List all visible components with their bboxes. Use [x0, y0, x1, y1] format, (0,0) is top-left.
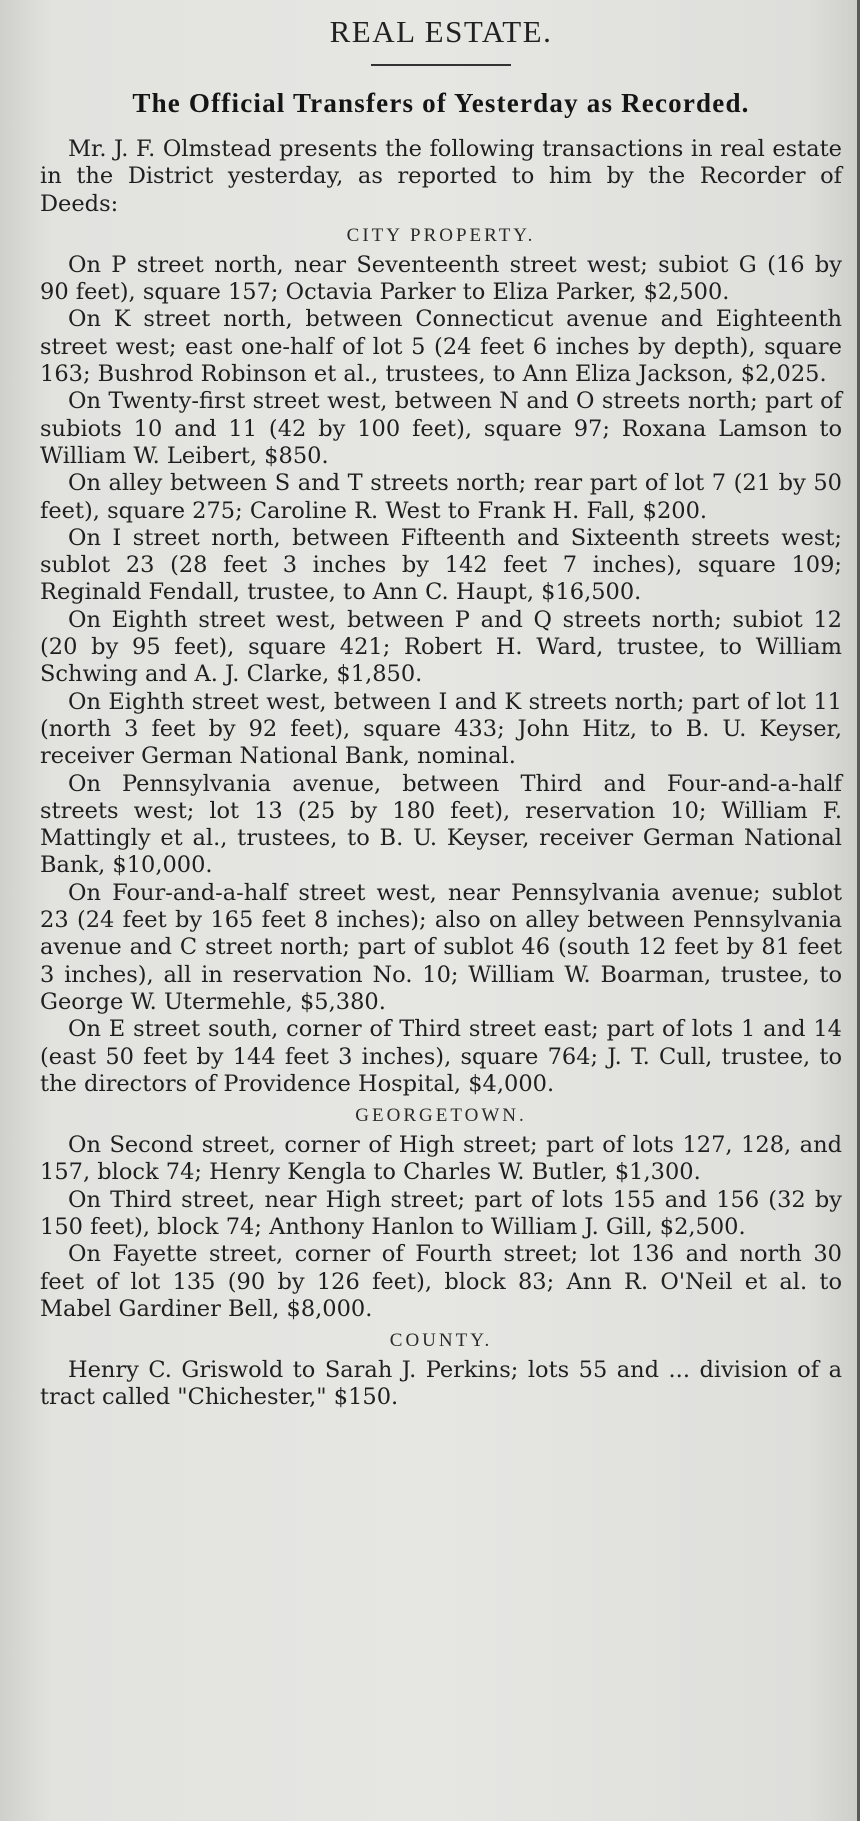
transfer-entry: On Second street, corner of High street; part of lots 127, 128, and 157, block 74; Henry Kengla to Charles W. Butler, $1,300. — [40, 1132, 842, 1186]
section-title: COUNTY. — [389, 1330, 493, 1352]
intro-paragraph: Mr. J. F. Olmstead presents the following transactions in real estate in the District yesterday, as reported to him by the Recorder of Deeds: — [40, 136, 842, 217]
transfer-entry: On Twenty-first street west, between N and O streets north; part of subiots 10 and 11 (42 by 100 feet), square 97; Roxana Lamson to William W. Leibert, $850. — [40, 388, 842, 469]
transfer-entry: On Third street, near High street; part of lots 155 and 156 (32 by 150 feet), block 74; Anthony Hanlon to William J. Gill, $2,500. — [40, 1186, 842, 1240]
headline-divider — [371, 64, 511, 66]
headline: REAL ESTATE. — [329, 14, 553, 49]
transfer-entry: On P street north, near Seventeenth street west; subiot G (16 by 90 feet), square 157; Octavia Parker to Eliza Parker, $2,500. — [40, 251, 842, 306]
transfer-entry: On Four-and-a-half street west, near Pennsylvania avenue; sublot 23 (24 feet by 165 feet 8 inches); also on alley between Pennsylvania avenue and C street north; part of sublot 46 (south 12 feet by 81 feet 3 inches), all in reservation No. 10; William W. Boarman, trustee, to George W. Utermehle, $5,380. — [40, 879, 842, 1015]
transfer-entry: On Pennsylvania avenue, between Third and Four-and-a-half streets west; lot 13 (25 by 180 feet), reservation 10; William F. Mattingly et al., trustees, to B. U. Keyser, receiver German National Bank, $10,000. — [40, 770, 842, 879]
transfer-entry: On E street south, corner of Third street east; part of lots 1 and 14 (east 50 feet by 144 feet 3 inches), square 764; J. T. Cull, trustee, to the directors of Providence Hospital, $4,000. — [40, 1016, 842, 1097]
section-county — [40, 1327, 842, 1412]
transfer-entry: Henry C. Griswold to Sarah J. Perkins; lots 55 and ... division of a tract called "Chichester," $150. — [40, 1357, 842, 1411]
transfer-entry: On I street north, between Fifteenth and Sixteenth streets west; sublot 23 (28 feet 3 inches by 142 feet 7 inches), square 109; Reginald Fendall, trustee, to Ann C. Haupt, $16,500. — [40, 524, 842, 606]
section-city-property — [40, 222, 842, 1098]
section-title: GEORGETOWN. — [355, 1105, 527, 1127]
transfer-entry: On Fayette street, corner of Fourth street; lot 136 and north 30 feet of lot 135 (90 by 126 feet), block 83; Ann R. O'Neil et al. to Mabel Gardiner Bell, $8,000. — [40, 1241, 842, 1322]
section-georgetown — [40, 1102, 842, 1323]
section-title: CITY PROPERTY. — [346, 224, 536, 246]
transfer-entry: On Eighth street west, between I and K streets north; part of lot 11 (north 3 feet by 92 feet), square 433; John Hitz, to B. U. Keyser, receiver German National Bank, nominal. — [40, 688, 842, 770]
subhead: The Official Transfers of Yesterday as Recorded. — [132, 88, 750, 118]
transfer-entry: On alley between S and T streets north; rear part of lot 7 (21 by 50 feet), square 275; Caroline R. West to Frank H. Fall, $200. — [40, 470, 842, 524]
transfer-entry: On K street north, between Connecticut avenue and Eighteenth street west; east one-half of lot 5 (24 feet 6 inches by depth), square 163; Bushrod Robinson et al., trustees, to Ann Eliza Jackson, $2,025. — [40, 306, 842, 388]
transfer-entry: On Eighth street west, between P and Q streets north; subiot 12 (20 by 95 feet), square 421; Robert H. Ward, trustee, to William Schwing and A. J. Clarke, $1,850. — [40, 606, 842, 688]
